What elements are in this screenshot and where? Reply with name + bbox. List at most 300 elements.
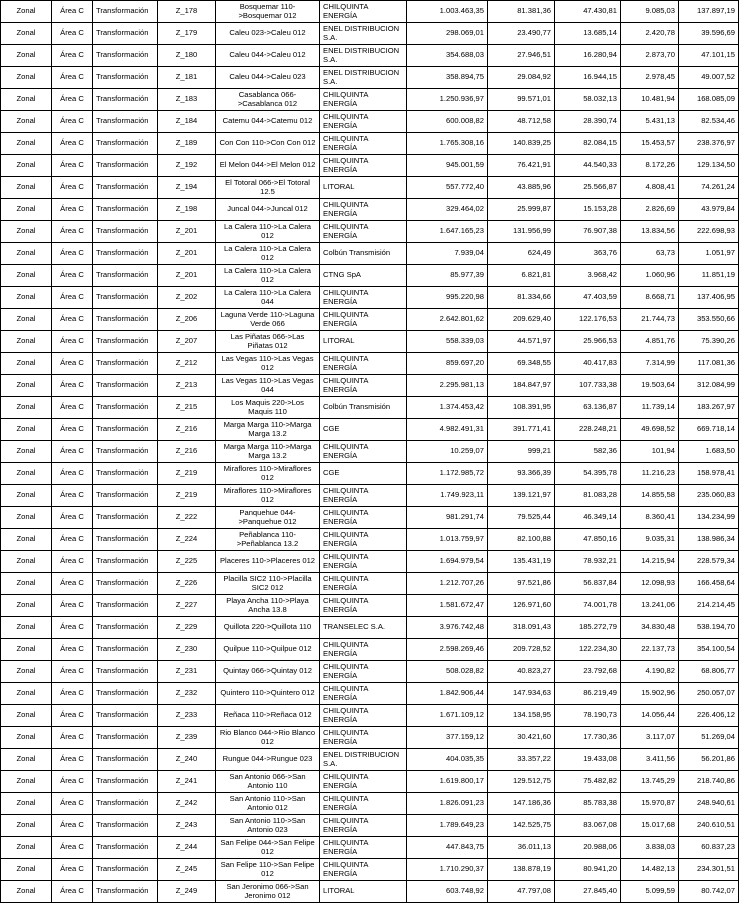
facility-cell: Bosquemar 110->Bosquemar 012 [216,1,320,23]
value-1-cell: 981.291,74 [407,507,488,529]
code-cell: Z_184 [158,111,216,133]
value-2-cell: 79.525,44 [488,507,555,529]
type-cell: Transformación [93,771,158,793]
type-cell: Transformación [93,397,158,419]
area-cell: Área C [52,67,93,89]
facility-cell: San Felipe 110->San Felipe 012 [216,859,320,881]
area-cell: Área C [52,287,93,309]
value-4-cell: 11.216,23 [621,463,679,485]
value-2-cell: 93.366,39 [488,463,555,485]
segment-cell: Zonal [1,221,52,243]
type-cell: Transformación [93,111,158,133]
table-row [1,727,739,749]
table-row [1,749,739,771]
type-cell: Transformación [93,353,158,375]
code-cell: Z_178 [158,1,216,23]
company-cell: CHILQUINTA ENERGÍA [320,815,407,837]
facility-cell: Las Piñatas 066->Las Piñatas 012 [216,331,320,353]
facility-cell: Quilpue 110->Quilpue 012 [216,639,320,661]
value-5-cell: 158.978,41 [679,463,739,485]
type-cell: Transformación [93,793,158,815]
table-row [1,661,739,683]
value-1-cell: 1.671.109,12 [407,705,488,727]
value-2-cell: 76.421,91 [488,155,555,177]
code-cell: Z_245 [158,859,216,881]
code-cell: Z_198 [158,199,216,221]
segment-cell: Zonal [1,551,52,573]
value-4-cell: 34.830,48 [621,617,679,639]
value-1-cell: 1.647.165,23 [407,221,488,243]
facility-cell: El Melon 044->El Melon 012 [216,155,320,177]
segment-cell: Zonal [1,463,52,485]
value-1-cell: 3.976.742,48 [407,617,488,639]
table-row [1,265,739,287]
table-row [1,441,739,463]
segment-cell: Zonal [1,529,52,551]
value-2-cell: 6.821,81 [488,265,555,287]
value-5-cell: 56.201,86 [679,749,739,771]
facility-cell: Marga Marga 110->Marga Marga 13.2 [216,441,320,463]
company-cell: CHILQUINTA ENERGÍA [320,661,407,683]
value-2-cell: 209.728,52 [488,639,555,661]
table-row [1,23,739,45]
value-1-cell: 600.008,82 [407,111,488,133]
value-5-cell: 235.060,83 [679,485,739,507]
value-5-cell: 60.837,23 [679,837,739,859]
company-cell: CHILQUINTA ENERGÍA [320,221,407,243]
area-cell: Área C [52,859,93,881]
value-2-cell: 25.999,87 [488,199,555,221]
value-5-cell: 183.267,97 [679,397,739,419]
value-3-cell: 75.482,82 [555,771,621,793]
segment-cell: Zonal [1,485,52,507]
type-cell: Transformación [93,617,158,639]
value-4-cell: 14.482,13 [621,859,679,881]
value-1-cell: 995.220,98 [407,287,488,309]
table-row [1,771,739,793]
code-cell: Z_216 [158,441,216,463]
area-cell: Área C [52,595,93,617]
company-cell: CHILQUINTA ENERGÍA [320,111,407,133]
type-cell: Transformación [93,815,158,837]
code-cell: Z_224 [158,529,216,551]
area-cell: Área C [52,639,93,661]
segment-cell: Zonal [1,89,52,111]
company-cell: CHILQUINTA ENERGÍA [320,529,407,551]
value-2-cell: 30.421,60 [488,727,555,749]
value-1-cell: 1.710.290,37 [407,859,488,881]
area-cell: Área C [52,133,93,155]
code-cell: Z_219 [158,463,216,485]
value-2-cell: 126.971,60 [488,595,555,617]
area-cell: Área C [52,661,93,683]
table-row [1,859,739,881]
value-4-cell: 11.739,14 [621,397,679,419]
value-5-cell: 137.406,95 [679,287,739,309]
type-cell: Transformación [93,89,158,111]
segment-cell: Zonal [1,793,52,815]
code-cell: Z_243 [158,815,216,837]
company-cell: CTNG SpA [320,265,407,287]
area-cell: Área C [52,353,93,375]
facility-cell: Catemu 044->Catemu 012 [216,111,320,133]
area-cell: Área C [52,177,93,199]
code-cell: Z_242 [158,793,216,815]
area-cell: Área C [52,45,93,67]
facility-cell: La Calera 110->La Calera 012 [216,243,320,265]
company-cell: ENEL DISTRIBUCION S.A. [320,23,407,45]
company-cell: LITORAL [320,331,407,353]
table-row [1,617,739,639]
type-cell: Transformación [93,705,158,727]
value-1-cell: 1.250.936,97 [407,89,488,111]
value-3-cell: 47.403,59 [555,287,621,309]
table-row [1,67,739,89]
type-cell: Transformación [93,881,158,903]
value-5-cell: 238.376,97 [679,133,739,155]
value-2-cell: 36.011,13 [488,837,555,859]
value-3-cell: 122.234,30 [555,639,621,661]
value-4-cell: 9.085,03 [621,1,679,23]
table-row [1,375,739,397]
table-row [1,815,739,837]
value-1-cell: 447.843,75 [407,837,488,859]
value-2-cell: 69.348,55 [488,353,555,375]
company-cell: CHILQUINTA ENERGÍA [320,793,407,815]
segment-cell: Zonal [1,441,52,463]
value-2-cell: 44.571,97 [488,331,555,353]
company-cell: CHILQUINTA ENERGÍA [320,287,407,309]
value-5-cell: 117.081,36 [679,353,739,375]
code-cell: Z_231 [158,661,216,683]
segment-cell: Zonal [1,837,52,859]
value-1-cell: 859.697,20 [407,353,488,375]
value-4-cell: 9.035,31 [621,529,679,551]
value-4-cell: 10.481,94 [621,89,679,111]
segment-cell: Zonal [1,331,52,353]
value-4-cell: 13.745,29 [621,771,679,793]
area-cell: Área C [52,573,93,595]
value-5-cell: 47.101,15 [679,45,739,67]
value-1-cell: 85.977,39 [407,265,488,287]
area-cell: Área C [52,485,93,507]
facility-cell: Reñaca 110->Reñaca 012 [216,705,320,727]
value-3-cell: 16.280,94 [555,45,621,67]
code-cell: Z_189 [158,133,216,155]
value-4-cell: 2.873,70 [621,45,679,67]
table-row [1,793,739,815]
type-cell: Transformación [93,661,158,683]
segment-cell: Zonal [1,133,52,155]
value-5-cell: 168.085,09 [679,89,739,111]
value-4-cell: 15.453,57 [621,133,679,155]
value-4-cell: 101,94 [621,441,679,463]
value-5-cell: 354.100,54 [679,639,739,661]
code-cell: Z_239 [158,727,216,749]
value-4-cell: 2.978,45 [621,67,679,89]
value-1-cell: 1.826.091,23 [407,793,488,815]
area-cell: Área C [52,243,93,265]
segment-cell: Zonal [1,111,52,133]
segment-cell: Zonal [1,859,52,881]
value-3-cell: 3.968,42 [555,265,621,287]
company-cell: CHILQUINTA ENERGÍA [320,441,407,463]
value-2-cell: 23.490,77 [488,23,555,45]
value-3-cell: 83.067,08 [555,815,621,837]
facility-cell: La Calera 110->La Calera 012 [216,221,320,243]
value-1-cell: 4.982.491,31 [407,419,488,441]
value-2-cell: 48.712,58 [488,111,555,133]
code-cell: Z_215 [158,397,216,419]
company-cell: CHILQUINTA ENERGÍA [320,89,407,111]
value-3-cell: 20.988,06 [555,837,621,859]
value-3-cell: 582,36 [555,441,621,463]
facility-cell: San Antonio 066->San Antonio 110 [216,771,320,793]
value-1-cell: 358.894,75 [407,67,488,89]
company-cell: LITORAL [320,177,407,199]
value-3-cell: 46.349,14 [555,507,621,529]
value-5-cell: 74.261,24 [679,177,739,199]
value-5-cell: 82.534,46 [679,111,739,133]
type-cell: Transformación [93,67,158,89]
value-5-cell: 250.057,07 [679,683,739,705]
value-3-cell: 15.153,28 [555,199,621,221]
facility-cell: Marga Marga 110->Marga Marga 13.2 [216,419,320,441]
facility-cell: Quintay 066->Quintay 012 [216,661,320,683]
value-2-cell: 147.186,36 [488,793,555,815]
value-2-cell: 142.525,75 [488,815,555,837]
type-cell: Transformación [93,199,158,221]
value-3-cell: 40.417,83 [555,353,621,375]
value-4-cell: 15.017,68 [621,815,679,837]
value-1-cell: 558.339,03 [407,331,488,353]
segment-cell: Zonal [1,155,52,177]
company-cell: TRANSELEC S.A. [320,617,407,639]
type-cell: Transformación [93,441,158,463]
facility-cell: Placeres 110->Placeres 012 [216,551,320,573]
value-3-cell: 74.001,78 [555,595,621,617]
value-5-cell: 234.301,51 [679,859,739,881]
code-cell: Z_183 [158,89,216,111]
code-cell: Z_207 [158,331,216,353]
value-4-cell: 5.431,13 [621,111,679,133]
company-cell: CHILQUINTA ENERGÍA [320,507,407,529]
area-cell: Área C [52,375,93,397]
segment-cell: Zonal [1,199,52,221]
value-3-cell: 63.136,87 [555,397,621,419]
value-4-cell: 8.668,71 [621,287,679,309]
type-cell: Transformación [93,1,158,23]
segment-cell: Zonal [1,617,52,639]
value-3-cell: 78.932,21 [555,551,621,573]
code-cell: Z_219 [158,485,216,507]
value-1-cell: 508.028,82 [407,661,488,683]
value-4-cell: 14.056,44 [621,705,679,727]
code-cell: Z_179 [158,23,216,45]
company-cell: ENEL DISTRIBUCION S.A. [320,67,407,89]
company-cell: CGE [320,419,407,441]
code-cell: Z_201 [158,265,216,287]
type-cell: Transformación [93,287,158,309]
type-cell: Transformación [93,331,158,353]
table-row [1,485,739,507]
value-3-cell: 58.032,13 [555,89,621,111]
value-5-cell: 49.007,52 [679,67,739,89]
value-1-cell: 377.159,12 [407,727,488,749]
value-2-cell: 33.357,22 [488,749,555,771]
type-cell: Transformación [93,265,158,287]
value-1-cell: 10.259,07 [407,441,488,463]
value-2-cell: 318.091,43 [488,617,555,639]
value-4-cell: 22.137,73 [621,639,679,661]
value-1-cell: 1.374.453,42 [407,397,488,419]
segment-cell: Zonal [1,1,52,23]
code-cell: Z_241 [158,771,216,793]
segment-cell: Zonal [1,353,52,375]
value-2-cell: 82.100,88 [488,529,555,551]
facility-cell: Miraflores 110->Miraflores 012 [216,485,320,507]
value-2-cell: 81.334,66 [488,287,555,309]
area-cell: Área C [52,419,93,441]
company-cell: CHILQUINTA ENERGÍA [320,199,407,221]
value-4-cell: 5.099,59 [621,881,679,903]
value-4-cell: 8.172,26 [621,155,679,177]
value-2-cell: 184.847,97 [488,375,555,397]
table-row [1,705,739,727]
value-3-cell: 25.966,53 [555,331,621,353]
area-cell: Área C [52,221,93,243]
value-5-cell: 134.234,99 [679,507,739,529]
value-3-cell: 44.540,33 [555,155,621,177]
value-3-cell: 56.837,84 [555,573,621,595]
segment-cell: Zonal [1,573,52,595]
facility-cell: Panquehue 044->Panquehue 012 [216,507,320,529]
area-cell: Área C [52,463,93,485]
type-cell: Transformación [93,45,158,67]
value-2-cell: 391.771,41 [488,419,555,441]
facility-cell: Peñablanca 110->Peñablanca 13.2 [216,529,320,551]
value-2-cell: 140.839,25 [488,133,555,155]
table-row [1,45,739,67]
value-4-cell: 7.314,99 [621,353,679,375]
value-1-cell: 7.939,04 [407,243,488,265]
facility-cell: Playa Ancha 110->Playa Ancha 13.8 [216,595,320,617]
company-cell: CHILQUINTA ENERGÍA [320,639,407,661]
value-3-cell: 25.566,87 [555,177,621,199]
company-cell: ENEL DISTRIBUCION S.A. [320,45,407,67]
type-cell: Transformación [93,419,158,441]
area-cell: Área C [52,727,93,749]
area-cell: Área C [52,529,93,551]
value-3-cell: 17.730,36 [555,727,621,749]
value-4-cell: 2.826,69 [621,199,679,221]
code-cell: Z_232 [158,683,216,705]
value-3-cell: 27.845,40 [555,881,621,903]
value-2-cell: 138.878,19 [488,859,555,881]
type-cell: Transformación [93,529,158,551]
area-cell: Área C [52,837,93,859]
area-cell: Área C [52,331,93,353]
table-row [1,595,739,617]
company-cell: CHILQUINTA ENERGÍA [320,155,407,177]
value-1-cell: 945.001,59 [407,155,488,177]
area-cell: Área C [52,793,93,815]
value-5-cell: 538.194,70 [679,617,739,639]
company-cell: CHILQUINTA ENERGÍA [320,309,407,331]
type-cell: Transformación [93,837,158,859]
value-3-cell: 228.248,21 [555,419,621,441]
value-3-cell: 47.850,16 [555,529,621,551]
value-5-cell: 75.390,26 [679,331,739,353]
facility-cell: San Antonio 110->San Antonio 012 [216,793,320,815]
segment-cell: Zonal [1,683,52,705]
company-cell: CHILQUINTA ENERGÍA [320,573,407,595]
facility-cell: San Felipe 044->San Felipe 012 [216,837,320,859]
segment-cell: Zonal [1,727,52,749]
value-5-cell: 43.979,84 [679,199,739,221]
type-cell: Transformación [93,727,158,749]
area-cell: Área C [52,155,93,177]
area-cell: Área C [52,507,93,529]
type-cell: Transformación [93,375,158,397]
area-cell: Área C [52,551,93,573]
table-row [1,331,739,353]
value-3-cell: 80.941,20 [555,859,621,881]
value-1-cell: 1.765.308,16 [407,133,488,155]
segment-cell: Zonal [1,287,52,309]
table-row [1,881,739,903]
value-5-cell: 1.683,50 [679,441,739,463]
type-cell: Transformación [93,23,158,45]
value-1-cell: 1.581.672,47 [407,595,488,617]
type-cell: Transformación [93,309,158,331]
value-4-cell: 1.060,96 [621,265,679,287]
area-cell: Área C [52,265,93,287]
company-cell: CGE [320,463,407,485]
value-4-cell: 15.970,87 [621,793,679,815]
value-2-cell: 99.571,01 [488,89,555,111]
value-3-cell: 13.685,14 [555,23,621,45]
value-1-cell: 1.842.906,44 [407,683,488,705]
segment-cell: Zonal [1,177,52,199]
area-cell: Área C [52,89,93,111]
value-5-cell: 312.084,99 [679,375,739,397]
value-1-cell: 2.295.981,13 [407,375,488,397]
value-3-cell: 54.395,78 [555,463,621,485]
value-2-cell: 43.885,96 [488,177,555,199]
facility-cell: La Calera 110->La Calera 044 [216,287,320,309]
company-cell: LITORAL [320,881,407,903]
type-cell: Transformación [93,573,158,595]
company-cell: CHILQUINTA ENERGÍA [320,353,407,375]
type-cell: Transformación [93,221,158,243]
table-row [1,507,739,529]
company-cell: Colbún Transmisión [320,397,407,419]
value-4-cell: 2.420,78 [621,23,679,45]
segment-cell: Zonal [1,595,52,617]
facility-cell: Miraflores 110->Miraflores 012 [216,463,320,485]
value-2-cell: 209.629,40 [488,309,555,331]
facility-cell: La Calera 110->La Calera 012 [216,265,320,287]
segment-cell: Zonal [1,639,52,661]
company-cell: CHILQUINTA ENERGÍA [320,727,407,749]
segment-cell: Zonal [1,771,52,793]
value-2-cell: 139.121,97 [488,485,555,507]
company-cell: CHILQUINTA ENERGÍA [320,595,407,617]
facility-cell: El Totoral 066->El Totoral 12.5 [216,177,320,199]
company-cell: CHILQUINTA ENERGÍA [320,859,407,881]
value-3-cell: 122.176,53 [555,309,621,331]
